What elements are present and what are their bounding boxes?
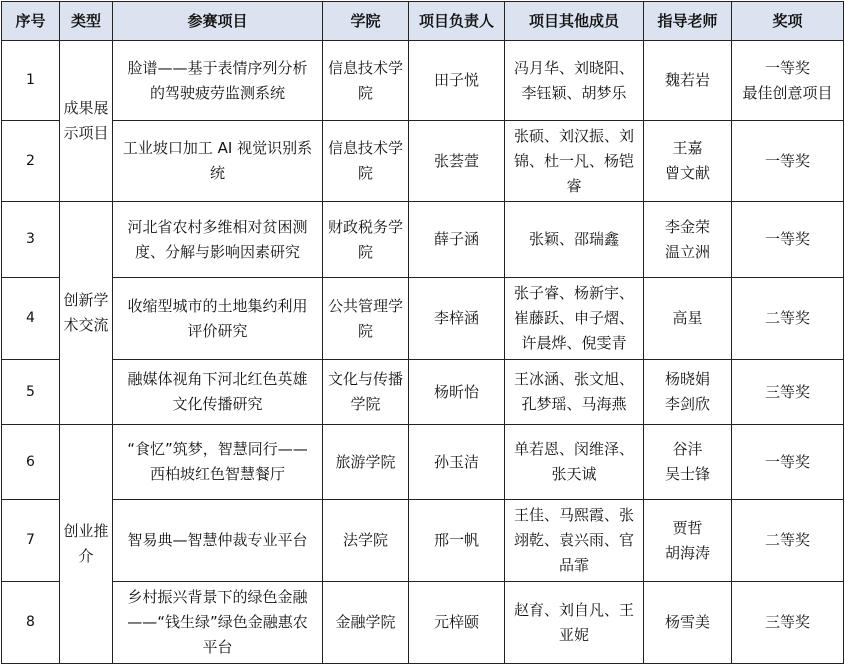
header-advisors: 指导老师 [644, 2, 732, 41]
award-cell: 二等奖 [732, 278, 844, 360]
advisor-line: 谷沣 [672, 440, 703, 458]
category-cell [60, 425, 113, 664]
category-cell [60, 41, 113, 202]
leader-cell: 杨昕怡 [409, 360, 505, 425]
table-row [2, 582, 844, 664]
category-label: 创业推介 [63, 522, 109, 565]
members-cell: 单若恩、闵维泽、张天诚 [505, 425, 644, 500]
project-cell: 河北省农村多维相对贫困测度、分解与影响因素研究 [113, 202, 323, 278]
leader-cell: 张荟萱 [409, 121, 505, 202]
advisors-cell [644, 425, 732, 500]
advisors-cell: 杨雪美 [644, 582, 732, 664]
award-cell: 一等奖 [732, 202, 844, 278]
advisor-line: 胡海涛 [664, 543, 710, 562]
advisors-cell [644, 360, 732, 425]
advisors-cell [644, 121, 732, 202]
table-row [2, 41, 844, 121]
header-row [2, 2, 844, 41]
advisor-line: 李金荣 [664, 217, 710, 236]
header-members: 项目其他成员 [505, 2, 644, 41]
award-cell: 三等奖 [732, 360, 844, 425]
header-college: 学院 [323, 2, 409, 41]
project-cell: “食忆”筑梦，智慧同行——西柏坡红色智慧餐厅 [113, 425, 323, 500]
advisors-cell: 高星 [644, 278, 732, 360]
members-cell: 张子睿、杨新宇、崔藤跃、申子熠、许晨烨、倪雯青 [505, 278, 644, 360]
members-cell: 王冰涵、张文旭、孔梦瑶、马海燕 [505, 360, 644, 425]
college-cell: 信息技术学院 [323, 41, 409, 121]
award-line: 一等奖 [764, 58, 810, 77]
award-cell: 一等奖 [732, 425, 844, 500]
table-row [2, 425, 844, 500]
table-row [2, 202, 844, 278]
college-cell: 公共管理学院 [323, 278, 409, 360]
advisor-line: 温立洲 [664, 242, 710, 261]
advisor-line: 吴士锋 [664, 465, 710, 483]
table-row [2, 121, 844, 202]
row-index: 1 [2, 41, 60, 121]
category-cell [60, 202, 113, 425]
advisor-line: 杨晓娟 [664, 370, 710, 388]
award-cell [732, 41, 844, 121]
table-row [2, 500, 844, 582]
award-line: 最佳创意项目 [742, 83, 833, 102]
row-index: 6 [2, 425, 60, 500]
project-cell: 融媒体视角下河北红色英雄文化传播研究 [113, 360, 323, 425]
members-cell: 张颖、邵瑞鑫 [505, 202, 644, 278]
members-cell: 王佳、马熙霞、张翊乾、袁兴雨、官品霏 [505, 500, 644, 582]
leader-cell: 李梓涵 [409, 278, 505, 360]
award-cell: 二等奖 [732, 500, 844, 582]
advisor-line: 李剑欣 [664, 395, 710, 413]
project-cell: 乡村振兴背景下的绿色金融——“钱生绿”绿色金融惠农平台 [113, 582, 323, 664]
row-index: 3 [2, 202, 60, 278]
members-cell: 冯月华、刘晓阳、李钰颖、胡梦乐 [505, 41, 644, 121]
category-label: 成果展示项目 [63, 99, 109, 142]
leader-cell: 薛子涵 [409, 202, 505, 278]
leader-cell: 田子悦 [409, 41, 505, 121]
row-index: 2 [2, 121, 60, 202]
header-type: 类型 [60, 2, 113, 41]
header-index: 序号 [2, 2, 60, 41]
header-leader: 项目负责人 [409, 2, 505, 41]
header-award: 奖项 [732, 2, 844, 41]
project-cell: 脸谱——基于表情序列分析的驾驶疲劳监测系统 [113, 41, 323, 121]
advisors-cell [644, 202, 732, 278]
awards-table [1, 1, 844, 664]
award-cell: 一等奖 [732, 121, 844, 202]
college-cell: 文化与传播学院 [323, 360, 409, 425]
advisors-cell [644, 500, 732, 582]
advisors-cell: 魏若岩 [644, 41, 732, 121]
leader-cell: 邢一帆 [409, 500, 505, 582]
advisor-line: 曾文献 [664, 164, 710, 182]
advisor-line: 贾哲 [672, 518, 703, 537]
category-label: 创新学术交流 [63, 291, 109, 334]
college-cell: 财政税务学院 [323, 202, 409, 278]
table-row [2, 360, 844, 425]
project-cell: 工业坡口加工 AI 视觉识别系统 [113, 121, 323, 202]
row-index: 5 [2, 360, 60, 425]
college-cell: 旅游学院 [323, 425, 409, 500]
row-index: 8 [2, 582, 60, 664]
table-row [2, 278, 844, 360]
college-cell: 金融学院 [323, 582, 409, 664]
college-cell: 法学院 [323, 500, 409, 582]
members-cell: 张硕、刘汉振、刘锦、杜一凡、杨铠睿 [505, 121, 644, 202]
college-cell: 信息技术学院 [323, 121, 409, 202]
members-cell: 赵育、刘自凡、王亚妮 [505, 582, 644, 664]
project-cell: 收缩型城市的土地集约利用评价研究 [113, 278, 323, 360]
award-cell: 三等奖 [732, 582, 844, 664]
leader-cell: 元梓颐 [409, 582, 505, 664]
row-index: 7 [2, 500, 60, 582]
header-project: 参赛项目 [113, 2, 323, 41]
row-index: 4 [2, 278, 60, 360]
advisor-line: 王嘉 [672, 139, 703, 157]
leader-cell: 孙玉洁 [409, 425, 505, 500]
project-cell: 智易典—智慧仲裁专业平台 [113, 500, 323, 582]
